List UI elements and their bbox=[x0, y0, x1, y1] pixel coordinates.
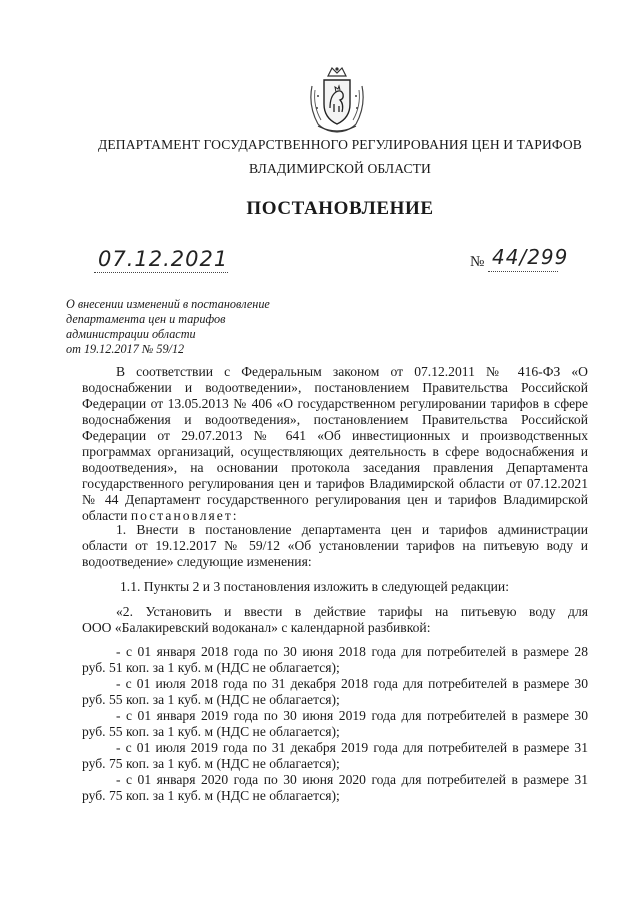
tariff-line: руб. 75 коп. за 1 куб. м (НДС не облагается); bbox=[82, 788, 340, 803]
tariff-line: руб. 55 коп. за 1 куб. м (НДС не облагается); bbox=[82, 692, 340, 707]
preamble-line: № 44 Департамент государственного регулирования цен и тарифов Владимирской bbox=[82, 492, 588, 507]
subject-line: О внесении изменений в постановление bbox=[66, 297, 270, 311]
subject-line: департамента цен и тарифов bbox=[66, 312, 226, 326]
preamble-line: государственного регулирования цен и тарифов Владимирской области от 07.12.2021 bbox=[82, 476, 588, 491]
document-number: 44/299 bbox=[492, 245, 569, 269]
tariff-line: руб. 75 коп. за 1 куб. м (НДС не облагается); bbox=[82, 756, 340, 771]
tariff-line: - с 01 января 2018 года по 30 июня 2018 года для потребителей в размере 28 bbox=[116, 644, 588, 659]
document-subject bbox=[66, 297, 366, 357]
date-underline bbox=[94, 272, 228, 273]
preamble-line: водоснабжении и водоотведении», постановлением Правительства Российской bbox=[82, 380, 588, 395]
preamble-line: Федерации от 29.07.2013 № 641 «Об инвестиционных и производственных bbox=[82, 428, 588, 443]
preamble-line: водоснабжения и водоотведения», постановлением Правительства Российской bbox=[82, 412, 588, 427]
tariff-line: руб. 51 коп. за 1 куб. м (НДС не облагается); bbox=[82, 660, 340, 675]
tariff-line: руб. 55 коп. за 1 куб. м (НДС не облагается); bbox=[82, 724, 340, 739]
item-line: «2. Установить и ввести в действие тарифы на питьевую воду для bbox=[116, 604, 588, 619]
item-line: 1. Внести в постановление департамента цен и тарифов администрации bbox=[116, 522, 588, 537]
resolves-word: постановляет: bbox=[130, 508, 239, 523]
document-date: 07.12.2021 bbox=[98, 247, 229, 271]
department-name-line2: ВЛАДИМИРСКОЙ ОБЛАСТИ bbox=[249, 161, 431, 176]
item-1-1-paragraph bbox=[82, 579, 588, 595]
document-title: ПОСТАНОВЛЕНИЕ bbox=[246, 198, 434, 219]
preamble-line: Федерации от 13.05.2013 № 406 «О государственном регулировании тарифов в сфере bbox=[82, 396, 588, 411]
number-underline bbox=[488, 271, 558, 272]
tariff-list bbox=[82, 644, 588, 804]
tariff-line: - с 01 января 2019 года по 30 июня 2019 года для потребителей в размере 30 bbox=[116, 708, 588, 723]
number-sign: № bbox=[470, 254, 485, 270]
preamble-line: водоотведения», на основании протокола заседания правления Департамента bbox=[82, 460, 588, 475]
tariff-line: - с 01 июля 2018 года по 31 декабря 2018 года для потребителей в размере 30 bbox=[116, 676, 588, 691]
subject-line: от 19.12.2017 № 59/12 bbox=[66, 342, 185, 356]
preamble-line: В соответствии с Федеральным законом от 07.12.2011 № 416-ФЗ «О bbox=[116, 364, 588, 379]
preamble-subject-word: области bbox=[82, 508, 128, 523]
coat-of-arms-icon bbox=[306, 66, 368, 134]
item-line: области от 19.12.2017 № 59/12 «Об установлении тарифов на питьевую воду и bbox=[82, 538, 588, 553]
department-name-line1: ДЕПАРТАМЕНТ ГОСУДАРСТВЕННОГО РЕГУЛИРОВАНИЯ ЦЕН И ТАРИФОВ bbox=[98, 137, 582, 152]
item-2-paragraph bbox=[82, 604, 588, 636]
item-line: водоотведение» следующие изменения: bbox=[82, 554, 312, 569]
preamble-line: программах организаций, осуществляющих деятельность в сфере водоснабжения и bbox=[82, 444, 588, 459]
subject-line: администрации области bbox=[66, 327, 196, 341]
tariff-line: - с 01 июля 2019 года по 31 декабря 2019 года для потребителей в размере 31 bbox=[116, 740, 588, 755]
item-line: 1.1. Пункты 2 и 3 постановления изложить в следующей редакции: bbox=[120, 579, 509, 594]
item-1-paragraph bbox=[82, 522, 588, 570]
preamble-paragraph bbox=[82, 364, 588, 524]
item-line: ООО «Балакиревский водоканал» с календарной разбивкой: bbox=[82, 620, 431, 635]
tariff-line: - с 01 января 2020 года по 30 июня 2020 года для потребителей в размере 31 bbox=[116, 772, 588, 787]
